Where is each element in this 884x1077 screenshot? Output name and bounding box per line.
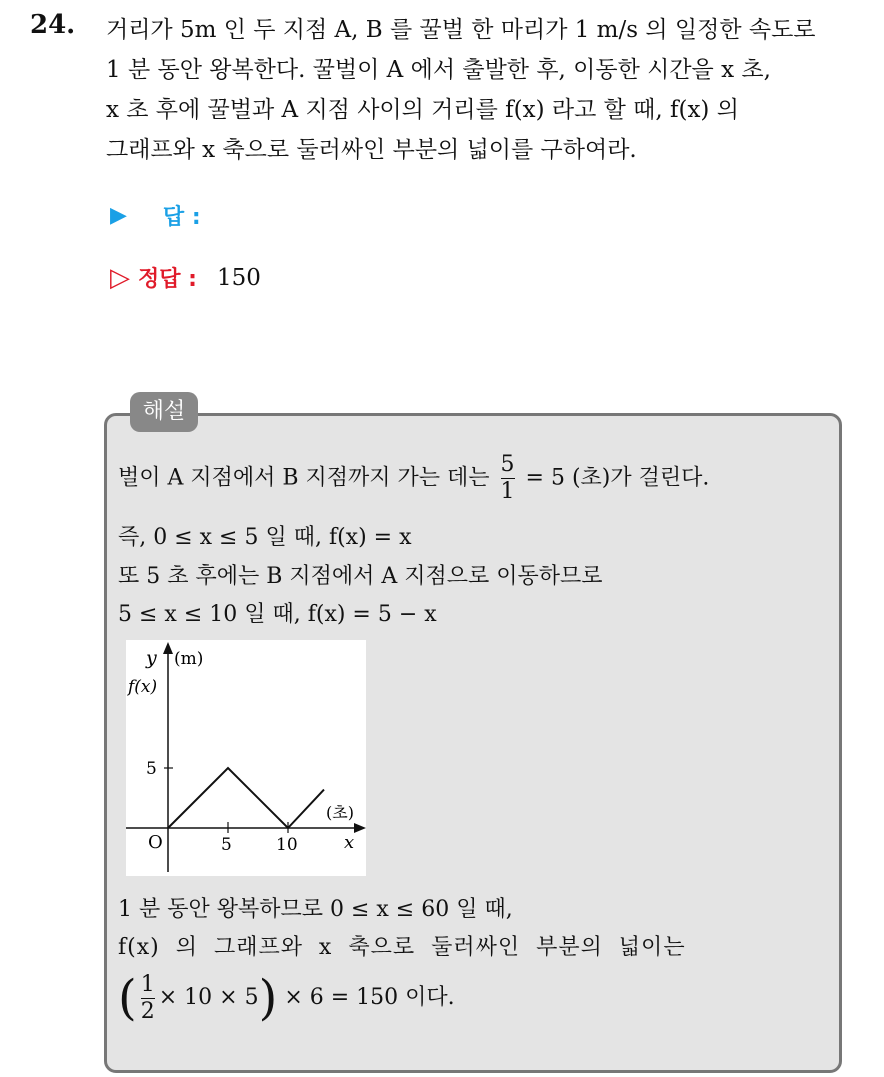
function-graph: [126, 640, 366, 876]
solution-line-1: [118, 452, 709, 505]
solution-text: × 10 × 5: [158, 985, 259, 1010]
solution-line-3: 또 5 초 후에는 B 지점에서 A 지점으로 이동하므로: [118, 564, 603, 589]
correct-answer-label: 정답 :: [138, 267, 197, 292]
answer-row[interactable]: [110, 200, 201, 231]
question-text: [106, 10, 866, 170]
origin-label: O: [148, 832, 163, 853]
x-tick-label-10: 10: [276, 835, 298, 855]
question-line: 거리가 5m 인 두 지점 A, B 를 꿀벌 한 마리가 1 m/s 의 일정한 속도로: [106, 17, 816, 43]
fraction-numerator: 5: [500, 452, 515, 477]
x-axis-label: x: [344, 832, 355, 853]
solution-text: × 6 = 150 이다.: [284, 985, 455, 1010]
y-axis-arrow: [163, 642, 173, 654]
graph-svg: [126, 640, 366, 876]
fraction-1-over-2: [141, 972, 155, 1025]
question-number: 24.: [30, 10, 76, 40]
filled-triangle-icon: ▶: [110, 203, 127, 228]
question-line: x 초 후에 꿀벌과 A 지점 사이의 거리를 f(x) 라고 할 때, f(x) 의: [106, 97, 739, 123]
solution-text: = 5 (초)가 걸린다.: [525, 465, 710, 491]
function-line: [168, 768, 324, 828]
solution-line-6: f(x) 의 그래프와 x 축으로 둘러싸인 부분의 넓이는: [118, 935, 686, 960]
x-axis-arrow: [354, 823, 366, 833]
solution-line-2: 즉, 0 ≤ x ≤ 5 일 때, f(x) = x: [118, 525, 412, 550]
solution-line-4: 5 ≤ x ≤ 10 일 때, f(x) = 5 − x: [118, 602, 437, 627]
fraction-numerator: 1: [140, 971, 155, 997]
question-line: 그래프와 x 축으로 둘러싸인 부분의 넓이를 구하여라.: [106, 137, 637, 163]
solution-tag: 해설: [130, 392, 198, 432]
y-tick-label: 5: [146, 759, 157, 779]
fraction-5-over-1: [501, 452, 515, 505]
left-paren: (: [118, 970, 137, 1026]
x-axis-unit: (초): [326, 803, 354, 822]
open-triangle-icon: ▷: [110, 262, 130, 293]
right-paren: ): [258, 970, 278, 1026]
x-tick-label-5: 5: [221, 835, 232, 855]
solution-line-5: 1 분 동안 왕복하므로 0 ≤ x ≤ 60 일 때,: [118, 897, 513, 922]
fraction-denominator: 1: [500, 479, 515, 504]
solution-text: 벌이 A 지점에서 B 지점까지 가는 데는: [118, 465, 490, 491]
y-axis-label: y: [146, 647, 157, 669]
solution-line-7: [118, 970, 455, 1026]
correct-answer-value: 150: [216, 264, 261, 291]
answer-label: 답 :: [162, 205, 201, 230]
question-line: 1 분 동안 왕복한다. 꿀벌이 A 에서 출발한 후, 이동한 시간을 x 초,: [106, 57, 771, 83]
y-axis-unit: (m): [174, 649, 204, 669]
correct-answer-row: [110, 262, 261, 293]
f-label: f(x): [128, 677, 158, 697]
fraction-denominator: 2: [140, 998, 155, 1024]
